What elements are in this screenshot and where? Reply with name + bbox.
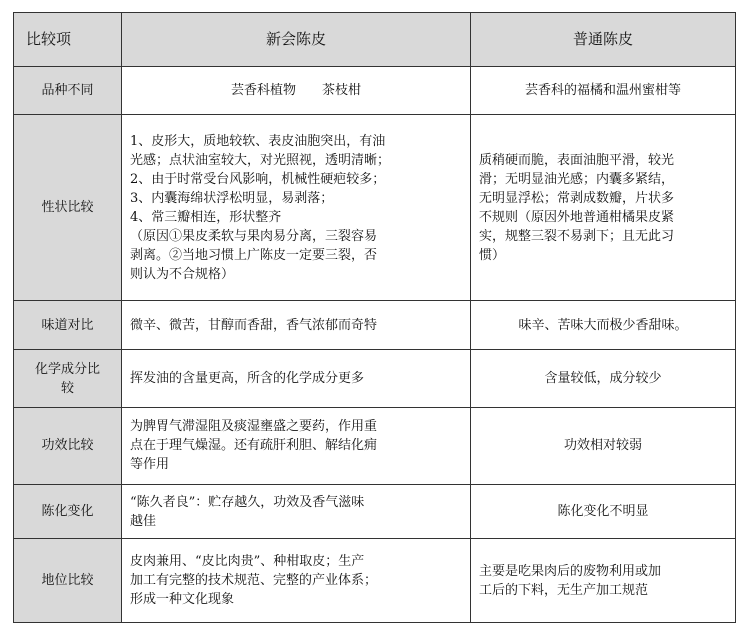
cell-line: 加工有完整的技术规范、完整的产业体系； (130, 573, 378, 589)
xinhui-cell (122, 407, 471, 484)
cell-line: “陈久者良”：贮存越久，功效及香气滋味 (130, 494, 365, 510)
cell-line: 形成一种文化现象 (130, 592, 235, 608)
cell-line: 无明显浮松；常剥成数瓣，片状多 (479, 190, 675, 206)
header-comparison-item: 比较项 (14, 13, 122, 67)
row-label: 味道对比 (14, 301, 122, 350)
cell-line: 剥离。②当地习惯上广陈皮一定要三裂，否 (130, 247, 378, 263)
header-row (14, 13, 736, 67)
cell-text: 微辛、微苦，甘醇而香甜，香气浓郁而奇特 (130, 317, 378, 333)
cell-line: 主要是吃果肉后的废物利用或加 (479, 563, 662, 579)
cell-text: 芸香科植物 (230, 83, 296, 99)
cell-line: 2、由于时常受台风影响，机械性硬疤较多； (130, 171, 386, 187)
row-label: 品种不同 (14, 67, 122, 115)
putong-cell (471, 539, 736, 623)
row-label: 地位比较 (14, 539, 122, 623)
putong-cell (471, 407, 736, 484)
row-variety (14, 67, 736, 115)
row-efficacy (14, 407, 736, 484)
putong-cell (471, 115, 736, 301)
cell-line: 则认为不合规格） (130, 266, 235, 282)
cell-text: 功效相对较弱 (563, 438, 642, 454)
row-chemistry (14, 350, 736, 407)
row-label-line: 化学成分比 (34, 361, 100, 377)
header-putong-chenpi: 普通陈皮 (471, 13, 736, 67)
cell-text: 芸香科的福橘和温州蜜柑等 (524, 83, 681, 99)
row-status (14, 539, 736, 623)
cell-text: 陈化变化不明显 (557, 504, 649, 520)
comparison-table (13, 12, 736, 623)
xinhui-cell (122, 539, 471, 623)
cell-line: 越佳 (130, 513, 157, 529)
row-label: 性状比较 (14, 115, 122, 301)
putong-cell (471, 350, 736, 407)
xinhui-cell (122, 115, 471, 301)
row-label: 功效比较 (14, 407, 122, 484)
row-label: 陈化变化 (14, 485, 122, 539)
xinhui-cell (122, 485, 471, 539)
cell-text: 茶枝柑 (322, 83, 362, 99)
cell-line: 皮肉兼用、“皮比肉贵”、种柑取皮；生产 (130, 554, 365, 570)
cell-text: 挥发油的含量更高，所含的化学成分更多 (130, 371, 365, 387)
cell-line: 4、常三瓣相连，形状整齐 (130, 209, 282, 225)
cell-line: 为脾胃气滞湿阻及痰湿壅盛之要药，作用重 (130, 419, 378, 435)
cell-line: 1、皮形大，质地较软、表皮油胞突出，有油 (130, 133, 386, 149)
xinhui-cell (122, 301, 471, 350)
row-label (14, 350, 122, 407)
cell-line: 实，规整三裂不易剥下；且无此习 (479, 228, 675, 244)
cell-line: 光感；点状油室较大，对光照视，透明清晰； (130, 152, 391, 168)
putong-cell (471, 485, 736, 539)
row-label-line: 较 (60, 380, 74, 396)
cell-line: 工后的下料，无生产加工规范 (479, 582, 649, 598)
row-traits (14, 115, 736, 301)
putong-cell (471, 301, 736, 350)
row-taste (14, 301, 736, 350)
row-aging (14, 485, 736, 539)
cell-line: 3、内囊海绵状浮松明显，易剥落； (130, 190, 334, 206)
cell-line: 点在于理气燥湿。还有疏肝利胆、解结化痈 (130, 438, 378, 454)
cell-line: 惯） (479, 247, 506, 263)
putong-cell (471, 67, 736, 115)
xinhui-cell (122, 67, 471, 115)
cell-line: 等作用 (130, 457, 170, 473)
cell-line: （原因①果皮柔软与果肉易分离，三裂容易 (130, 228, 378, 244)
cell-text: 味辛、苦味大而极少香甜味。 (518, 317, 688, 333)
cell-line: 质稍硬而脆，表面油胞平滑，较光 (479, 152, 675, 168)
cell-line: 不规则（原因外地普通柑橘果皮紧 (479, 209, 675, 225)
cell-line: 滑；无明显油光感；内囊多紧结， (479, 171, 675, 187)
header-xinhui-chenpi: 新会陈皮 (122, 13, 471, 67)
cell-text: 含量较低，成分较少 (544, 371, 662, 387)
xinhui-cell (122, 350, 471, 407)
